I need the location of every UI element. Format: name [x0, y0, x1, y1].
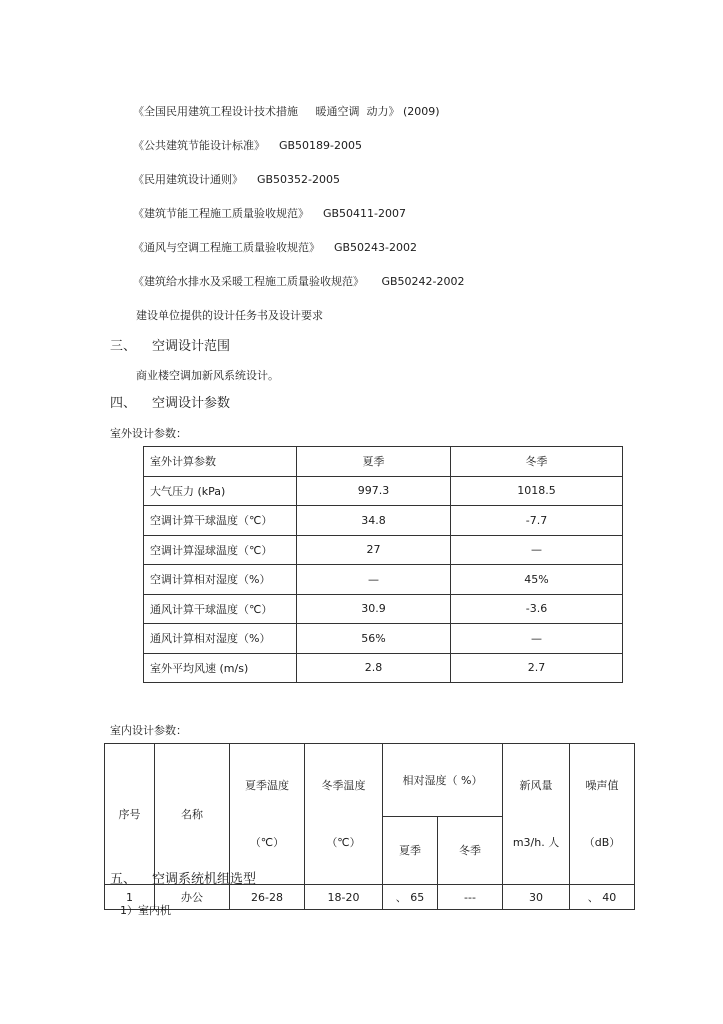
section4-number: 四、 — [110, 396, 137, 411]
header-name: 名称 — [155, 744, 230, 885]
table-row — [105, 885, 635, 910]
table-cell: 、 40 — [570, 885, 635, 910]
table-header-cell: 室外计算参数 — [144, 447, 297, 477]
section4-title: 空调设计参数 — [152, 396, 231, 411]
table-cell: 30.9 — [297, 594, 451, 624]
table-cell: --- — [438, 885, 503, 910]
table-cell: 、 65 — [383, 885, 438, 910]
header-humidity-winter: 冬季 — [438, 816, 503, 884]
table-cell: 办公 — [155, 885, 230, 910]
table-header-row — [105, 744, 635, 817]
reference-item: 《建筑给水排水及采暖工程施工质量验收规范》 GB50242-2002 — [133, 275, 465, 288]
table-cell: 34.8 — [297, 506, 451, 536]
table-cell: 30 — [503, 885, 570, 910]
header-summer-temp-unit: （℃） — [249, 836, 285, 849]
table-cell: -7.7 — [451, 506, 623, 536]
header-fresh-air-unit: m3/h. 人 — [512, 836, 560, 849]
header-noise-label: 噪声值 — [585, 779, 619, 792]
reference-item: 《通风与空调工程施工质量验收规范》 GB50243-2002 — [133, 241, 418, 254]
table-cell: 56% — [297, 624, 451, 654]
reference-item: 《建筑节能工程施工质量验收规范》 GB50411-2007 — [133, 207, 407, 220]
table-cell: — — [451, 624, 623, 654]
outdoor-label: 室外设计参数： — [110, 427, 187, 440]
reference-item: 《全国民用建筑工程设计技术措施 暖通空调 动力》 (2009) — [133, 105, 440, 118]
section3-title: 空调设计范围 — [152, 339, 231, 354]
subsection-title: 1）室内机 — [120, 904, 171, 917]
table-row — [144, 476, 623, 506]
table-cell: 通风计算相对湿度（%） — [144, 624, 297, 654]
table-row — [144, 624, 623, 654]
header-winter-temp-unit: （℃） — [326, 836, 361, 849]
table-cell: 1 — [105, 885, 155, 910]
header-humidity: 相对湿度（ %） — [383, 744, 503, 817]
reference-extra: 建设单位提供的设计任务书及设计要求 — [136, 309, 323, 322]
table-row — [144, 653, 623, 683]
table-cell: 空调计算相对湿度（%） — [144, 565, 297, 595]
table-header-cell: 冬季 — [451, 447, 623, 477]
table-header-row — [144, 447, 623, 477]
table-cell: 大气压力 (kPa) — [144, 476, 297, 506]
header-noise — [570, 744, 635, 885]
indoor-label: 室内设计参数： — [110, 724, 187, 737]
table-row — [144, 594, 623, 624]
table-cell: 通风计算干球温度（℃） — [144, 594, 297, 624]
header-summer-temp-label: 夏季温度 — [245, 779, 289, 792]
section5-number: 五、 — [110, 872, 137, 887]
table-header-cell: 夏季 — [297, 447, 451, 477]
table-cell: — — [297, 565, 451, 595]
table-cell: -3.6 — [451, 594, 623, 624]
reference-item: 《民用建筑设计通则》 GB50352-2005 — [133, 173, 341, 186]
outdoor-params-table — [143, 446, 623, 683]
section5-title: 空调系统机组选型 — [152, 872, 257, 887]
header-index: 序号 — [105, 744, 155, 885]
table-cell: 空调计算湿球温度（℃） — [144, 535, 297, 565]
table-cell: 997.3 — [297, 476, 451, 506]
section3-number: 三、 — [110, 339, 137, 354]
header-winter-temp-label: 冬季温度 — [321, 779, 366, 792]
header-humidity-summer: 夏季 — [383, 816, 438, 884]
table-cell: 45% — [451, 565, 623, 595]
section3-body: 商业楼空调加新风系统设计。 — [136, 369, 279, 382]
table-cell: — — [451, 535, 623, 565]
table-row — [144, 506, 623, 536]
header-fresh-air — [503, 744, 570, 885]
table-cell: 18-20 — [305, 885, 383, 910]
table-cell: 空调计算干球温度（℃） — [144, 506, 297, 536]
header-noise-unit: （dB） — [583, 836, 621, 849]
table-cell: 26-28 — [230, 885, 305, 910]
header-fresh-air-label: 新风量 — [519, 779, 553, 792]
reference-item: 《公共建筑节能设计标准》 GB50189-2005 — [133, 139, 363, 152]
table-cell: 1018.5 — [451, 476, 623, 506]
table-cell: 室外平均风速 (m/s) — [144, 653, 297, 683]
table-cell: 2.8 — [297, 653, 451, 683]
table-cell: 2.7 — [451, 653, 623, 683]
table-cell: 27 — [297, 535, 451, 565]
table-row — [144, 535, 623, 565]
table-row — [144, 565, 623, 595]
header-winter-temp — [305, 744, 383, 885]
header-summer-temp — [230, 744, 305, 885]
